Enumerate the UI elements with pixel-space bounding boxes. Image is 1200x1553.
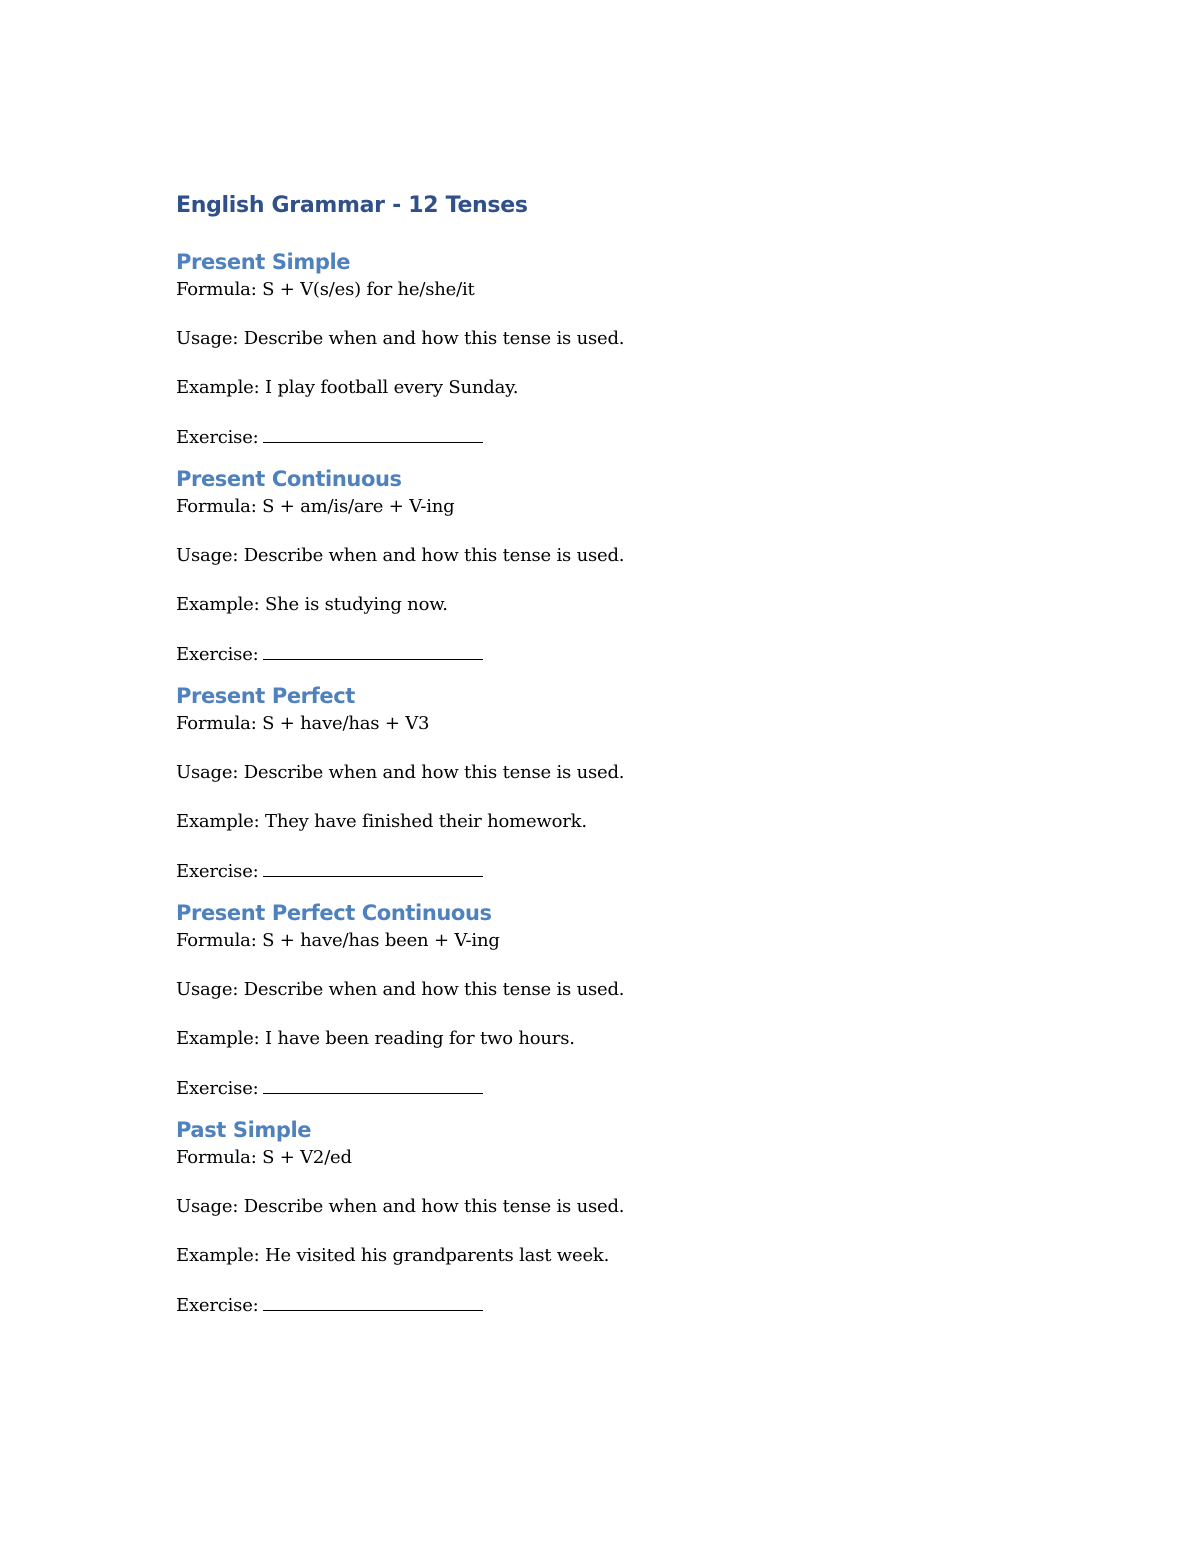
formula-line: Formula: S + have/has been + V-ing <box>176 930 500 951</box>
document-title: English Grammar - 12 Tenses <box>176 193 528 218</box>
tense-section <box>176 246 1076 449</box>
formula-line: Formula: S + am/is/are + V-ing <box>176 496 455 517</box>
tense-section <box>176 680 1076 883</box>
section-heading: Present Simple <box>176 250 351 274</box>
usage-line: Usage: Describe when and how this tense is used. <box>176 328 625 349</box>
exercise-line <box>176 1293 1076 1317</box>
example-line: Example: I play football every Sunday. <box>176 377 519 398</box>
exercise-answer-blank[interactable] <box>263 1293 483 1311</box>
exercise-answer-blank[interactable] <box>263 859 483 877</box>
exercise-answer-blank[interactable] <box>263 1076 483 1094</box>
formula-line: Formula: S + V2/ed <box>176 1147 352 1168</box>
example-line: Example: I have been reading for two hours. <box>176 1028 575 1049</box>
exercise-label: Exercise: <box>176 644 259 665</box>
usage-line: Usage: Describe when and how this tense is used. <box>176 1196 625 1217</box>
tense-section <box>176 1114 1076 1317</box>
usage-line: Usage: Describe when and how this tense is used. <box>176 762 625 783</box>
exercise-line <box>176 642 1076 666</box>
exercise-label: Exercise: <box>176 1295 259 1316</box>
usage-line: Usage: Describe when and how this tense is used. <box>176 979 625 1000</box>
example-line: Example: They have finished their homework. <box>176 811 587 832</box>
tense-section <box>176 463 1076 666</box>
exercise-label: Exercise: <box>176 861 259 882</box>
exercise-line <box>176 1076 1076 1100</box>
example-line: Example: She is studying now. <box>176 594 448 615</box>
formula-line: Formula: S + V(s/es) for he/she/it <box>176 279 475 300</box>
usage-line: Usage: Describe when and how this tense is used. <box>176 545 625 566</box>
section-heading: Present Continuous <box>176 467 402 491</box>
sections-container <box>176 246 1076 1317</box>
tense-section <box>176 897 1076 1100</box>
exercise-line <box>176 859 1076 883</box>
section-heading: Present Perfect Continuous <box>176 901 492 925</box>
section-heading: Past Simple <box>176 1118 312 1142</box>
exercise-label: Exercise: <box>176 427 259 448</box>
example-line: Example: He visited his grandparents last week. <box>176 1245 610 1266</box>
document-page <box>176 190 1076 1317</box>
exercise-answer-blank[interactable] <box>263 425 483 443</box>
exercise-label: Exercise: <box>176 1078 259 1099</box>
section-heading: Present Perfect <box>176 684 355 708</box>
exercise-answer-blank[interactable] <box>263 642 483 660</box>
exercise-line <box>176 425 1076 449</box>
formula-line: Formula: S + have/has + V3 <box>176 713 430 734</box>
